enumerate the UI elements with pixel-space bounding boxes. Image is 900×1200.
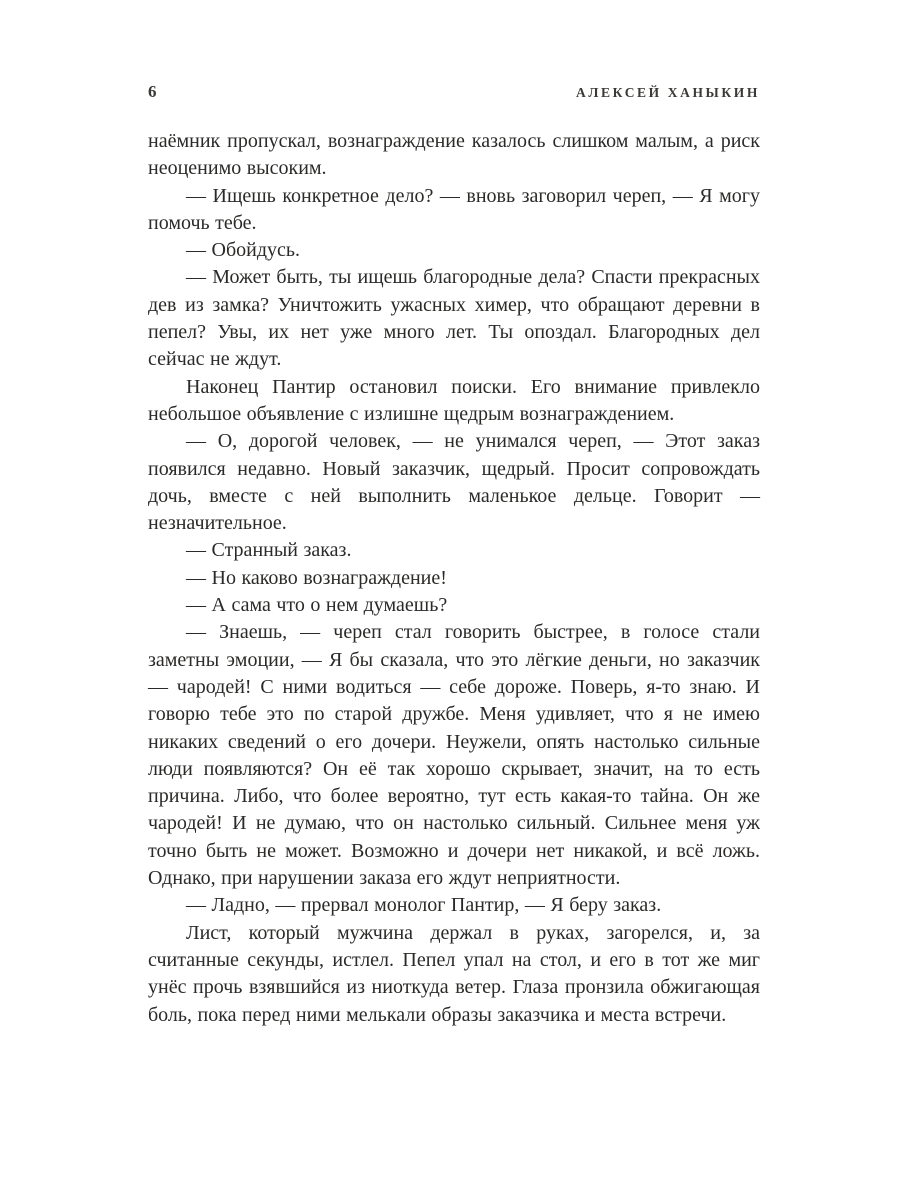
paragraph: Наконец Пантир остановил поиски. Его внимание привлекло небольшое объявление с излишне щедрым вознаграждением. (148, 375, 760, 425)
paragraph: — Ищешь конкретное дело? — вновь заговорил череп, — Я могу помочь тебе. (148, 184, 760, 234)
body-text (148, 128, 760, 1029)
paragraph: — Знаешь, — череп стал говорить быстрее, в голосе стали заметны эмоции, — Я бы сказала, что это лёгкие деньги, но заказчик — чародей! С ними водиться — себе дороже. Поверь, я-то знаю. И говорю тебе это по старой дружбе. Меня удивляет, что я не имею никаких сведений о его дочери. Неужели, опять настолько сильные люди появляются? Он её так хорошо скрывает, значит, на то есть причина. Либо, что более вероятно, тут есть какая-то тайна. Он же чародей! И не думаю, что он настолько сильный. Сильнее меня уж точно быть не может. Возможно и дочери нет никакой, и всё ложь. Однако, при нарушении заказа его ждут неприятности. (148, 621, 760, 890)
paragraph: — Может быть, ты ищешь благородные дела? Спасти прекрасных дев из замка? Уничтожить ужасных химер, что обращают деревни в пепел? Увы, их нет уже много лет. Ты опоздал. Благородных дел сейчас не ждут. (148, 266, 760, 371)
paragraph: — Обойдусь. (186, 239, 300, 262)
paragraph: наёмник пропускал, вознаграждение казалось слишком малым, а риск неоценимо высоким. (148, 130, 760, 180)
page-number: 6 (148, 82, 157, 101)
running-head (148, 82, 760, 102)
paragraph: — Ладно, — прервал монолог Пантир, — Я беру заказ. (186, 894, 662, 917)
paragraph: — Странный заказ. (186, 539, 352, 562)
author-header: АЛЕКСЕЙ ХАНЫКИН (576, 85, 760, 100)
paragraph: — Но каково вознаграждение! (186, 566, 447, 589)
paragraph: Лист, который мужчина держал в руках, загорелся, и, за считанные секунды, истлел. Пепел упал на стол, и его в тот же миг унёс прочь взявшийся из ниоткуда ветер. Глаза пронзила обжигающая боль, пока перед ними мелькали образы заказчика и места встречи. (148, 921, 760, 1026)
paragraph: — А сама что о нем думаешь? (186, 594, 448, 617)
paragraph: — О, дорогой человек, — не унимался череп, — Этот заказ появился недавно. Новый заказчик, щедрый. Просит сопровождать дочь, вместе с ней выполнить маленькое дельце. Говорит — незначительное. (148, 430, 760, 535)
